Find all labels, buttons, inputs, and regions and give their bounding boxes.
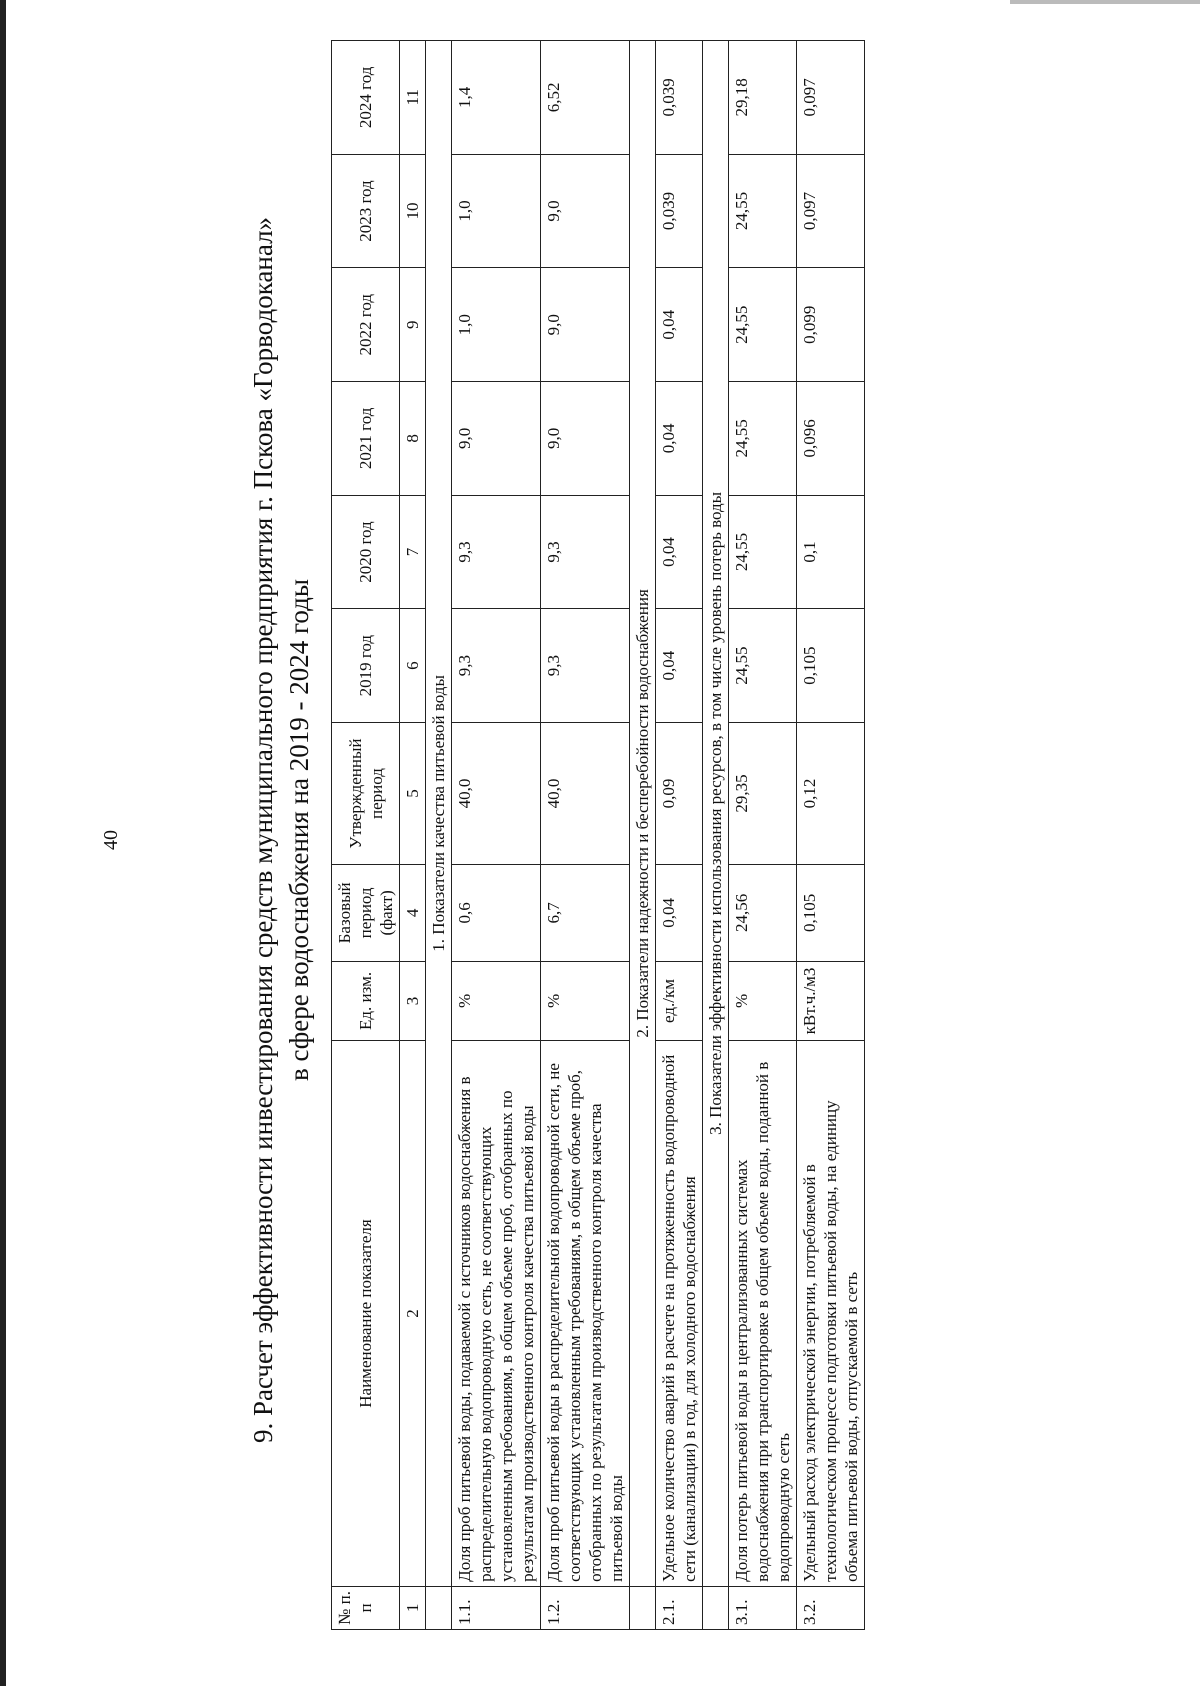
column-header: Ед. изм. [332, 961, 400, 1041]
row-number: 3.2. [797, 1586, 865, 1629]
value-cell: 6,52 [541, 41, 630, 155]
value-cell: 40,0 [452, 723, 541, 865]
value-cell: 0,097 [797, 154, 865, 268]
unit-cell: ед./км [656, 961, 703, 1041]
section-spacer [630, 1586, 656, 1629]
rotated-sheet [245, 20, 1125, 1640]
table-row [729, 41, 797, 1630]
column-header: Утвержденный период [332, 723, 400, 865]
column-header: 2020 год [332, 495, 400, 609]
column-header: Базовый период (факт) [332, 865, 400, 962]
value-cell: 9,3 [452, 495, 541, 609]
column-number: 3 [400, 961, 426, 1041]
indicators-table [331, 40, 865, 1630]
value-cell: 0,105 [797, 609, 865, 723]
row-number: 3.1. [729, 1586, 797, 1629]
value-cell: 9,0 [541, 154, 630, 268]
column-number: 7 [400, 495, 426, 609]
column-number: 10 [400, 154, 426, 268]
column-header: 2022 год [332, 268, 400, 382]
column-header: 2019 год [332, 609, 400, 723]
value-cell: 0,12 [797, 723, 865, 865]
value-cell: 6,7 [541, 865, 630, 962]
row-number: 2.1. [656, 1586, 703, 1629]
value-cell: 9,3 [452, 609, 541, 723]
value-cell: 0,039 [656, 154, 703, 268]
column-header: № п. п [332, 1586, 400, 1629]
section-spacer [426, 1586, 452, 1629]
column-header: 2021 год [332, 382, 400, 496]
value-cell: 0,096 [797, 382, 865, 496]
column-number: 1 [400, 1586, 426, 1629]
value-cell: 24,55 [729, 495, 797, 609]
title-line-2: в сфере водоснабжения на 2019 - 2024 годы [284, 579, 314, 1081]
column-number-row [400, 41, 426, 1630]
column-header: 2024 год [332, 41, 400, 155]
value-cell: 24,56 [729, 865, 797, 962]
column-number: 4 [400, 865, 426, 962]
title-line-1: 9. Расчет эффективности инвестирования средств муниципального предприятия г. Пскова «Горводоканал» [248, 216, 278, 1444]
value-cell: 1,4 [452, 41, 541, 155]
value-cell: 0,04 [656, 609, 703, 723]
column-number: 2 [400, 1041, 426, 1587]
scan-edge [0, 0, 6, 1686]
value-cell: 0,04 [656, 495, 703, 609]
value-cell: 29,18 [729, 41, 797, 155]
value-cell: 9,0 [541, 268, 630, 382]
value-cell: 0,105 [797, 865, 865, 962]
section-row [630, 41, 656, 1630]
section-title: 3. Показатели эффективности использования ресурсов, в том числе уровень потерь воды [703, 41, 729, 1587]
section-title: 1. Показатели качества питьевой воды [426, 41, 452, 1587]
value-cell: 1,0 [452, 154, 541, 268]
column-number: 5 [400, 723, 426, 865]
value-cell: 29,35 [729, 723, 797, 865]
document-title [245, 20, 317, 1640]
value-cell: 0,097 [797, 41, 865, 155]
column-number: 8 [400, 382, 426, 496]
value-cell: 0,04 [656, 382, 703, 496]
column-number: 6 [400, 609, 426, 723]
column-number: 9 [400, 268, 426, 382]
table-row [452, 41, 541, 1630]
value-cell: 0,1 [797, 495, 865, 609]
row-number: 1.1. [452, 1586, 541, 1629]
indicator-name: Доля потерь питьевой воды в централизованных системах водоснабжения при транспортировке в общем объеме воды, поданной в водопроводную сеть [729, 1041, 797, 1587]
value-cell: 0,04 [656, 865, 703, 962]
section-title: 2. Показатели надежности и бесперебойности водоснабжения [630, 41, 656, 1587]
section-spacer [703, 1586, 729, 1629]
value-cell: 0,039 [656, 41, 703, 155]
value-cell: 24,55 [729, 268, 797, 382]
value-cell: 1,0 [452, 268, 541, 382]
table-row [541, 41, 630, 1630]
column-header: Наименование показателя [332, 1041, 400, 1587]
value-cell: 0,099 [797, 268, 865, 382]
value-cell: 0,09 [656, 723, 703, 865]
unit-cell: % [729, 961, 797, 1041]
value-cell: 9,0 [452, 382, 541, 496]
table-row [656, 41, 703, 1630]
value-cell: 40,0 [541, 723, 630, 865]
unit-cell: % [541, 961, 630, 1041]
section-row [426, 41, 452, 1630]
value-cell: 9,3 [541, 495, 630, 609]
value-cell: 24,55 [729, 382, 797, 496]
column-number: 11 [400, 41, 426, 155]
value-cell: 9,3 [541, 609, 630, 723]
scan-edge-top [1010, 0, 1200, 4]
value-cell: 24,55 [729, 154, 797, 268]
indicator-name: Удельный расход электрической энергии, потребляемой в технологическом процессе подготовки питьевой воды, на единицу объема питьевой воды, отпускаемой в сеть [797, 1041, 865, 1587]
value-cell: 24,55 [729, 609, 797, 723]
indicator-name: Доля проб питьевой воды, подаваемой с источников водоснабжения в распределительную водопроводную сеть, не соответствующих установленным требованиям, в общем объеме проб, отобранных по результатам производственного контроля качества питьевой воды [452, 1041, 541, 1587]
table-body [426, 41, 865, 1630]
unit-cell: % [452, 961, 541, 1041]
value-cell: 9,0 [541, 382, 630, 496]
value-cell: 0,6 [452, 865, 541, 962]
row-number: 1.2. [541, 1586, 630, 1629]
header-row [332, 41, 400, 1630]
column-header: 2023 год [332, 154, 400, 268]
section-row [703, 41, 729, 1630]
indicator-name: Доля проб питьевой воды в распределительной водопроводной сети, не соответствующих установленным требованиям, в общем объеме проб, отобранных по результатам производственного контроля качества питьевой воды [541, 1041, 630, 1587]
value-cell: 0,04 [656, 268, 703, 382]
page-number: 40 [100, 830, 122, 850]
unit-cell: кВт.ч./м3 [797, 961, 865, 1041]
indicator-name: Удельное количество аварий в расчете на протяженность водопроводной сети (канализации) в год, для холодного водоснабжения [656, 1041, 703, 1587]
table-row [797, 41, 865, 1630]
